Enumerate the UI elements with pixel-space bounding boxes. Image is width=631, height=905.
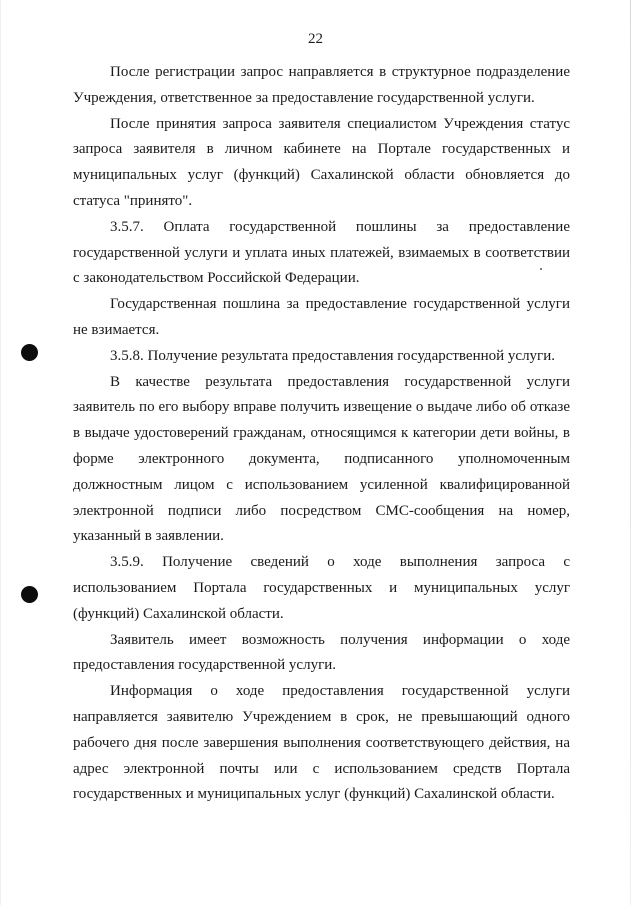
paragraph-fee: Государственная пошлина за предоставление государственной услуги не взимается. xyxy=(73,296,570,338)
punch-hole-mark xyxy=(21,586,38,603)
section-3-5-7-heading: 3.5.7. Оплата государственной пошлины за предоставление государственной услуги и уплата иных платежей, взимаемых в соответствии с законодательством Российской Федерации. xyxy=(73,218,570,287)
page-number: 22 xyxy=(308,31,323,47)
paragraph-registration: После регистрации запрос направляется в структурное подразделение Учреждения, ответственное за предоставление государственной услуги. xyxy=(73,64,570,106)
section-3-5-9-heading: 3.5.9. Получение сведений о ходе выполнения запроса с использованием Портала государственных и муниципальных услуг (функций) Сахалинской области. xyxy=(73,554,570,622)
section-3-5-8-heading: 3.5.8. Получение результата предоставления государственной услуги. xyxy=(110,347,555,364)
paragraph-notification: Информация о ходе предоставления государственной услуги направляется заявителю Учреждением в срок, не превышающий одного рабочего дня после завершения выполнения соответствующего действия, на адрес электронной почты или с использованием средств Портала государственных и муниципальных услуг (функций) Сахалинской области. xyxy=(73,683,570,803)
paragraph-request-status: После принятия запроса заявителя специалистом Учреждения статус запроса заявителя в личном кабинете на Портале государственных и муниципальных услуг (функций) Сахалинской области обновляется до статуса "принято". xyxy=(73,115,570,209)
paragraph-result: В качестве результата предоставления государственной услуги заявитель по его выбору вправе получить извещение о выдаче либо об отказе в выдаче удостоверений гражданам, относящимся к категории дети войны, в форме электронного документа, подписанного уполномоченным должностным лицом с использованием усиленной квалифицированной электронной подписи либо посредством СМС-сообщения на номер, указанный в заявлении. xyxy=(73,373,570,545)
scan-left-edge xyxy=(0,0,1,905)
document-body xyxy=(73,60,570,808)
paragraph-progress-info: Заявитель имеет возможность получения информации о ходе предоставления государственной услуги. xyxy=(73,631,570,674)
punch-hole-mark xyxy=(21,344,38,361)
